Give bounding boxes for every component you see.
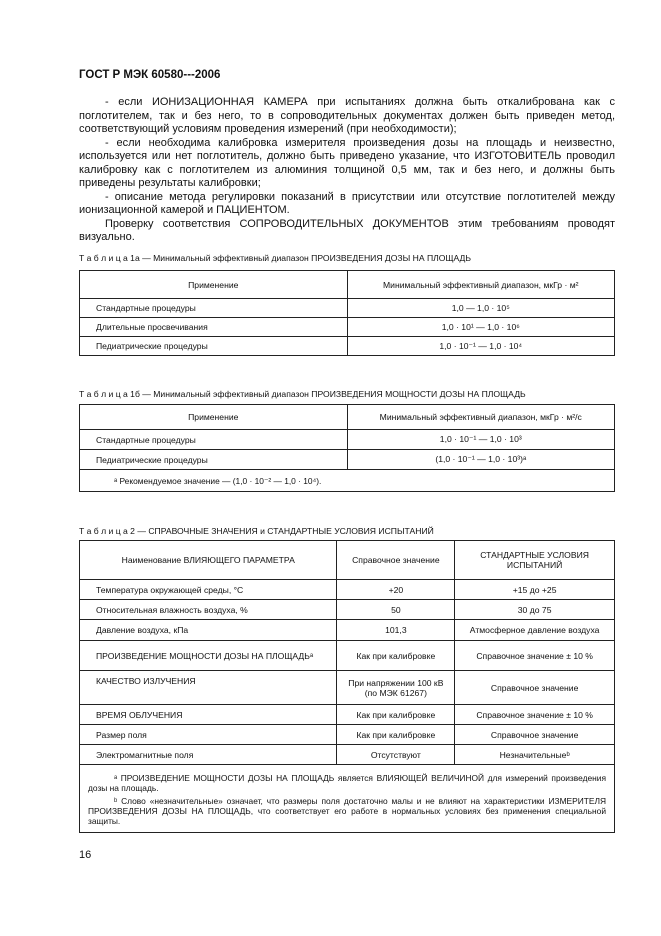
table-row: Давление воздуха, кПа 101,3 Атмосферное давление воздуха <box>80 620 615 641</box>
table-2 <box>79 540 615 833</box>
table-1a <box>79 270 615 356</box>
table-1b-caption: Т а б л и ц а 1б — Минимальный эффективный диапазон ПРОИЗВЕДЕНИЯ МОЩНОСТИ ДОЗЫ НА ПЛОЩАДЬ <box>79 389 526 399</box>
table-row: Педиатрические процедуры (1,0 · 10⁻¹ — 1,0 · 10³)ᵃ <box>80 450 615 470</box>
table-notes <box>80 765 615 833</box>
table-row: Стандартные процедуры 1,0 — 1,0 · 10⁵ <box>80 299 615 318</box>
table-1a-caption: Т а б л и ц а 1а — Минимальный эффективный диапазон ПРОИЗВЕДЕНИЯ ДОЗЫ НА ПЛОЩАДЬ <box>79 253 471 263</box>
table-row: Относительная влажность воздуха, % 50 30 до 75 <box>80 600 615 620</box>
table-header: СТАНДАРТНЫЕ УСЛОВИЯ ИСПЫТАНИЙ <box>455 541 615 580</box>
table-row: Педиатрические процедуры 1,0 · 10⁻¹ — 1,0 · 10⁴ <box>80 337 615 356</box>
table-row: ПРОИЗВЕДЕНИЕ МОЩНОСТИ ДОЗЫ НА ПЛОЩАДЬᵃ Как при калибровке Справочное значение ± 10 % <box>80 641 615 671</box>
table-row: ВРЕМЯ ОБЛУЧЕНИЯ Как при калибровке Справочное значение ± 10 % <box>80 705 615 725</box>
paragraph: - описание метода регулировки показаний в присутствии или отсутствие поглотителей между ионизационной камерой и ПАЦИЕНТОМ. <box>79 190 615 216</box>
paragraph: Проверку соответствия СОПРОВОДИТЕЛЬНЫХ ДОКУМЕНТОВ этим требованиям проводят визуально. <box>79 217 615 243</box>
table-1b <box>79 404 615 492</box>
table-row: Стандартные процедуры 1,0 · 10⁻¹ — 1,0 · 10³ <box>80 430 615 450</box>
table-note: ᵃ Рекомендуемое значение — (1,0 · 10⁻² — 1,0 · 10⁴). <box>80 470 615 492</box>
table-row: Температура окружающей среды, °С +20 +15 до +25 <box>80 580 615 600</box>
table-row: Размер поля Как при калибровке Справочное значение <box>80 725 615 745</box>
table-header: Наименование ВЛИЯЮЩЕГО ПАРАМЕТРА <box>80 541 337 580</box>
table-header: Применение <box>80 271 348 299</box>
table-header: Применение <box>80 405 348 430</box>
table-header: Минимальный эффективный диапазон, мкГр · м²/с <box>347 405 614 430</box>
page-header: ГОСТ Р МЭК 60580---2006 <box>79 69 221 81</box>
table-row: Длительные просвечивания 1,0 · 10¹ — 1,0 · 10⁶ <box>80 318 615 337</box>
table-header: Справочное значение <box>337 541 455 580</box>
table-note-a: ᵃ ПРОИЗВЕДЕНИЕ МОЩНОСТИ ДОЗЫ НА ПЛОЩАДЬ является ВЛИЯЮЩЕЙ ВЕЛИЧИНОЙ для измерений произведения дозы на площадь. <box>88 773 606 793</box>
paragraph: - если необходима калибровка измерителя произведения дозы на площадь и неизвестно, используется или нет поглотитель, должно быть приведено указание, что ИЗГОТОВИТЕЛЬ проводил калибровку как с поглотителем из алюминия толщиной 0,5 мм, так и без него, и должны быть приведены результаты калибровки; <box>79 136 615 189</box>
table-header: Минимальный эффективный диапазон, мкГр · м² <box>347 271 614 299</box>
table-row: КАЧЕСТВО ИЗЛУЧЕНИЯ При напряжении 100 кВ (по МЭК 61267) Справочное значение <box>80 671 615 705</box>
table-note-b: ᵇ Слово «незначительные» означает, что размеры поля достаточно малы и не влияют на характеристики ИЗМЕРИТЕЛЯ ПРОИЗВЕДЕНИЯ ДОЗЫ НА ПЛОЩАДЬ, что соответствует его работе в нормальных условиях без применения специальной защиты. <box>88 796 606 826</box>
body-text <box>79 96 615 245</box>
table-row: Электромагнитные поля Отсутствуют Незначительныеᵇ <box>80 745 615 765</box>
page-number: 16 <box>79 849 92 861</box>
table-2-caption: Т а б л и ц а 2 — СПРАВОЧНЫЕ ЗНАЧЕНИЯ и СТАНДАРТНЫЕ УСЛОВИЯ ИСПЫТАНИЙ <box>79 526 434 536</box>
paragraph: - если ИОНИЗАЦИОННАЯ КАМЕРА при испытаниях должна быть откалибрована как с поглотителем, так и без него, то в сопроводительных документах должен быть приведен метод, соответствующий условиям проведения измерений (при необходимости); <box>79 96 615 135</box>
